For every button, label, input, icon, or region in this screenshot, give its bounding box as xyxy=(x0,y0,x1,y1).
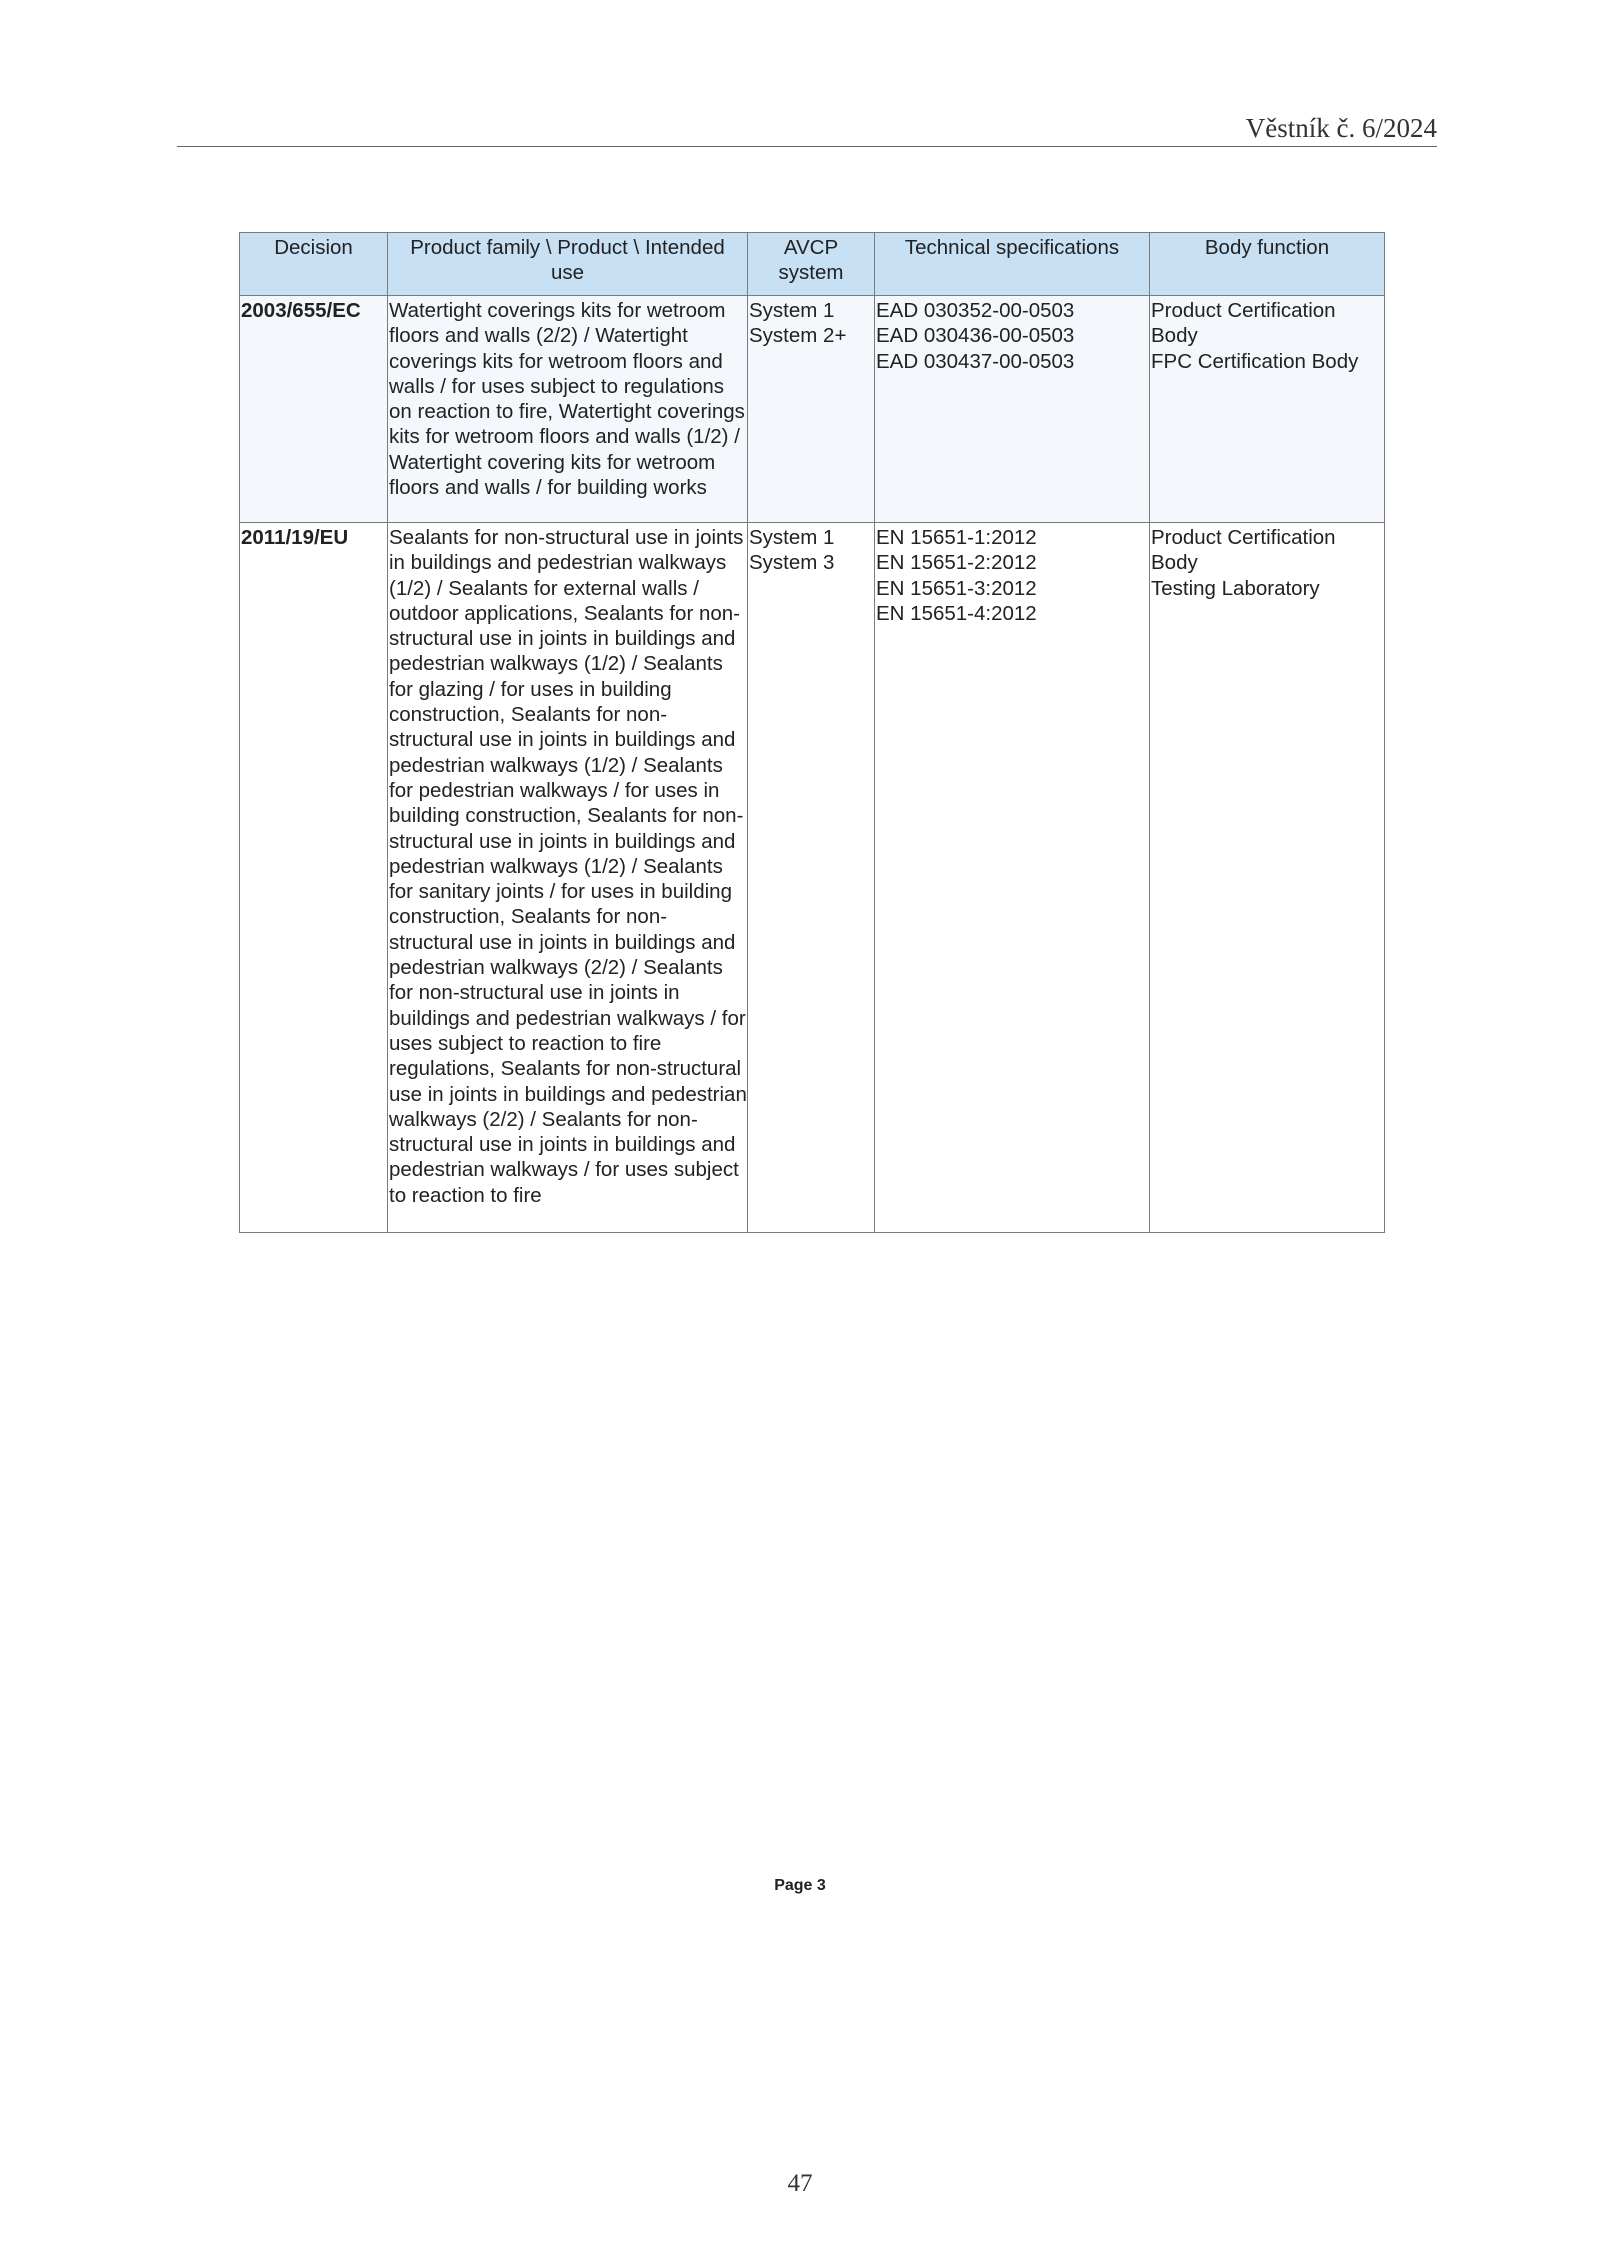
product-cell xyxy=(388,296,748,523)
specification-value: EAD 030437-00-0503 xyxy=(876,349,1075,373)
table-row xyxy=(240,523,1385,1233)
column-header-body-function: Body function xyxy=(1150,233,1385,296)
running-head: Věstník č. 6/2024 xyxy=(1245,113,1437,143)
table-row xyxy=(240,296,1385,523)
decisions-table xyxy=(239,232,1385,1233)
specification-value: EN 15651-4:2012 xyxy=(876,601,1037,625)
body-function-value: Product Certification xyxy=(1151,299,1336,322)
page-number: 47 xyxy=(787,2170,813,2197)
specification-value: EAD 030352-00-0503 xyxy=(876,299,1075,322)
product-text: Sealants for non-structural use in joints in buildings and pedestrian walkways (1/2) / Sealants for external walls / outdoor applications, Sealants for non-structural use in joints in buildings and pedestrian walkways (1/2) / Sealants for glazing / for uses in building construction, Sealants for non-structural use in joints in buildings and pedestrian walkways (1/2) / Sealants for pedestrian walkways / for uses in building construction, Sealants for non-structural use in joints in buildings and pedestrian walkways (1/2) / Sealants for sanitary joints / for uses in building construction, Sealants for non-structural use in joints in buildings and pedestrian walkways (2/2) / Sealants for non-structural use in joints in buildings and pedestrian walkways / for uses subject to reaction to fire regulations, Sealants for non-structural use in joints in buildings and pedestrian walkways (2/2) / Sealants for non-structural use in joints in buildings and pedestrian walkways / for uses subject to reaction to fire xyxy=(389,526,747,1207)
column-header-avcp: AVCP system xyxy=(748,233,875,296)
body-function-cell xyxy=(1150,296,1385,523)
column-header-product: Product family \ Product \ Intended use xyxy=(388,233,748,296)
column-header-specifications: Technical specifications xyxy=(875,233,1150,296)
specification-value: EN 15651-3:2012 xyxy=(876,576,1037,600)
body-function-value: Body xyxy=(1151,324,1198,348)
table-header-row xyxy=(240,233,1385,296)
avcp-value: System 3 xyxy=(749,551,835,575)
body-function-value: Body xyxy=(1151,551,1198,575)
body-function-cell xyxy=(1150,523,1385,1233)
avcp-value: System 2+ xyxy=(749,324,847,348)
avcp-value: System 1 xyxy=(749,299,835,322)
avcp-value: System 1 xyxy=(749,526,835,549)
product-cell xyxy=(388,523,748,1233)
product-text: Watertight coverings kits for wetroom floors and walls (2/2) / Watertight coverings kits for wetroom floors and walls / for uses subject to regulations on reaction to fire, Watertight coverings kits for wetroom floors and walls (1/2) / Watertight covering kits for wetroom floors and walls / for building works xyxy=(389,299,745,500)
decision-cell: 2003/655/EC xyxy=(240,296,388,523)
specification-value: EAD 030436-00-0503 xyxy=(876,324,1075,348)
page-label: Page 3 xyxy=(774,1877,826,1894)
specification-value: EN 15651-1:2012 xyxy=(876,526,1037,549)
body-function-value: FPC Certification Body xyxy=(1151,349,1359,373)
specifications-cell xyxy=(875,296,1150,523)
avcp-cell xyxy=(748,296,875,523)
body-function-value: Product Certification xyxy=(1151,526,1336,549)
decision-cell: 2011/19/EU xyxy=(240,523,388,1233)
column-header-decision: Decision xyxy=(240,233,388,296)
specification-value: EN 15651-2:2012 xyxy=(876,551,1037,575)
avcp-cell xyxy=(748,523,875,1233)
header-rule xyxy=(177,146,1437,147)
specifications-cell xyxy=(875,523,1150,1233)
body-function-value: Testing Laboratory xyxy=(1151,576,1320,600)
